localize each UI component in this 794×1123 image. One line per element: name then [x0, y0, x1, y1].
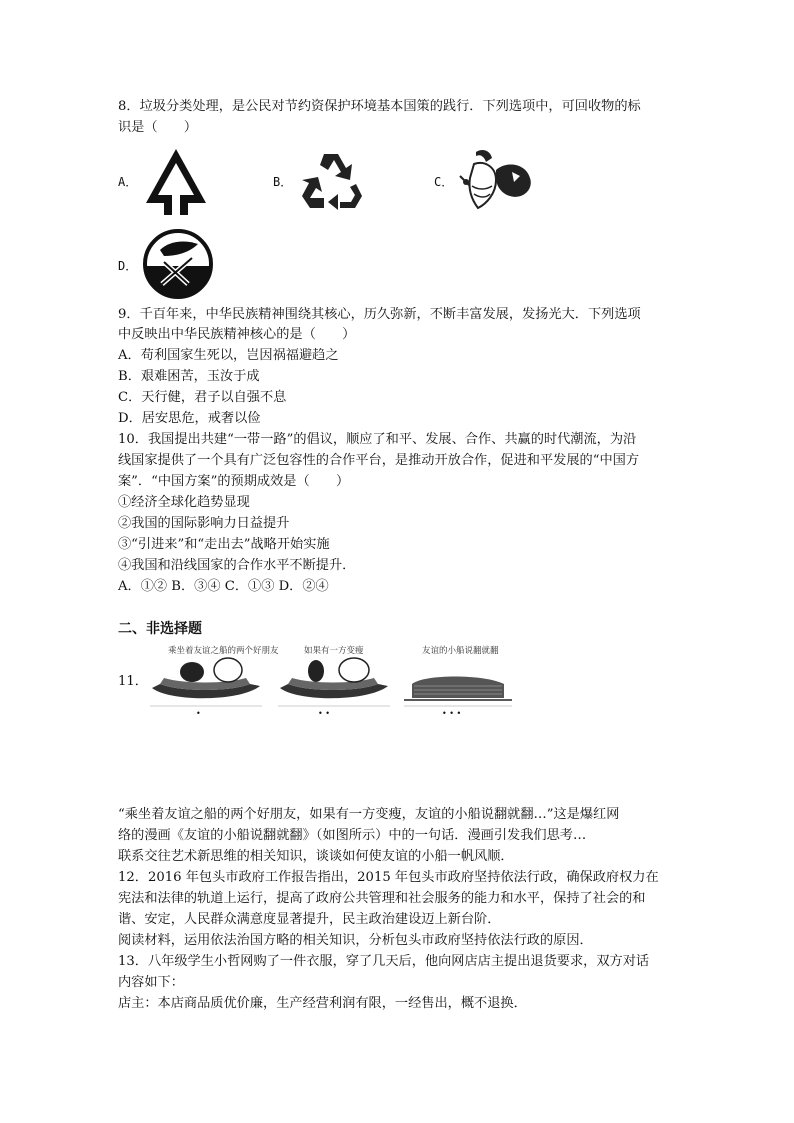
- q8-stem-line1: 8．垃圾分类处理，是公民对节约资保护环境基本国策的践行．下列选项中，可回收物的标: [118, 99, 641, 114]
- q10-stem-line1: 10．我国提出共建“一带一路”的倡议，顺应了和平、发展、合作、共赢的时代潮流，为沿: [118, 432, 637, 447]
- q8-option-d-label: D．: [118, 259, 138, 273]
- q13-text-line1: 13．八年级学生小哲网购了一件衣服，穿了几天后，他向网店店主提出退货要求，双方对话: [118, 954, 650, 969]
- friendship-boat-cartoon: [150, 640, 512, 718]
- q9-stem-line1: 9．千百年来，中华民族精神围绕其核心，历久弥新，不断丰富发展，发扬光大．下列选项: [118, 307, 641, 322]
- q10-item-3: ③“引进来”和“走出去”战略开始实施: [118, 537, 330, 552]
- q8-option-b-label: B．: [273, 175, 293, 189]
- q9-option-d: D．居安思危，戒奢以俭: [118, 411, 261, 426]
- q9-stem-line2: 中反映出中华民族精神核心的是（ ）: [118, 327, 356, 342]
- q9-option-c: C．天行健，君子以自强不息: [118, 390, 287, 405]
- q9-option-a: A．苟利国家生死以，岂因祸福避趋之: [118, 348, 339, 363]
- cartoon-panel-3: [404, 645, 512, 718]
- recycle-arrows-bold-icon: [140, 145, 212, 217]
- cartoon-caption-3: 友谊的小船说翻就翻: [422, 646, 499, 656]
- cartoon-dots-1: •: [196, 709, 201, 718]
- q11-text-line3: 联系交往艺术新思维的相关知识，谈谈如何使友谊的小船一帆风顺．: [118, 849, 514, 864]
- q8-stem-line2: 识是（ ）: [118, 120, 198, 135]
- q12-text-line1: 12．2016 年包头市政府工作报告指出，2015 年包头市政府坚持依法行政，确保政府权力在: [118, 870, 659, 885]
- cartoon-caption-2: 如果有一方变瘦: [304, 646, 364, 656]
- q10-item-4: ④我国和沿线国家的合作水平不断提升．: [118, 558, 356, 573]
- q10-item-2: ②我国的国际影响力日益提升: [118, 516, 290, 531]
- q10-stem-line2: 线国家提供了一个具有广泛包容性的合作平台，是推动开放合作，促进和平发展的“中国方: [118, 453, 640, 468]
- food-waste-icon: [456, 146, 536, 218]
- q11-text-line2: 络的漫画《友谊的小船说翻就翻》（如图所示）中的一句话．漫画引发我们思考…: [118, 828, 587, 843]
- q13-text-line3: 店主：本店商品质优价廉，生产经营利润有限，一经售出，概不退换．: [118, 996, 527, 1011]
- q12-text-line2: 宪法和法律的轨道上运行，提高了政府公共管理和社会服务的能力和水平，保持了社会的和: [118, 891, 646, 906]
- q12-text-line4: 阅读材料，运用依法治国方略的相关知识，分析包头市政府坚持依法行政的原因．: [118, 933, 593, 948]
- q10-choices: A．①② B．③④ C．①③ D．②④: [118, 579, 329, 594]
- cartoon-dots-3: • • •: [442, 709, 462, 718]
- q12-text-line3: 谐、安定，人民群众满意度显著提升，民主政治建设迈上新台阶．: [118, 912, 501, 927]
- q10-stem-line3: 案”．“中国方案”的预期成效是（ ）: [118, 474, 350, 489]
- q13-text-line2: 内容如下：: [118, 975, 184, 990]
- q11-text-line1: “乘坐着友谊之船的两个好朋友，如果有一方变瘦，友谊的小船说翻就翻…”这是爆红网: [118, 807, 620, 822]
- q9-option-b: B．艰难困苦，玉汝于成: [118, 369, 260, 384]
- recycle-triangle-icon: [298, 150, 364, 212]
- hazardous-waste-icon: [142, 228, 214, 300]
- q10-item-1: ①经济全球化趋势显现: [118, 495, 250, 510]
- q11-number: 11．: [118, 674, 148, 689]
- section-heading: 二、非选择题: [118, 621, 202, 637]
- q8-option-c-label: C．: [434, 175, 454, 189]
- cartoon-panel-1: [150, 645, 279, 718]
- cartoon-caption-1: 乘坐着友谊之船的两个好朋友: [168, 646, 279, 656]
- cartoon-dots-2: • •: [318, 709, 330, 718]
- cartoon-panel-2: [278, 645, 390, 718]
- q8-option-a-label: A．: [118, 175, 138, 189]
